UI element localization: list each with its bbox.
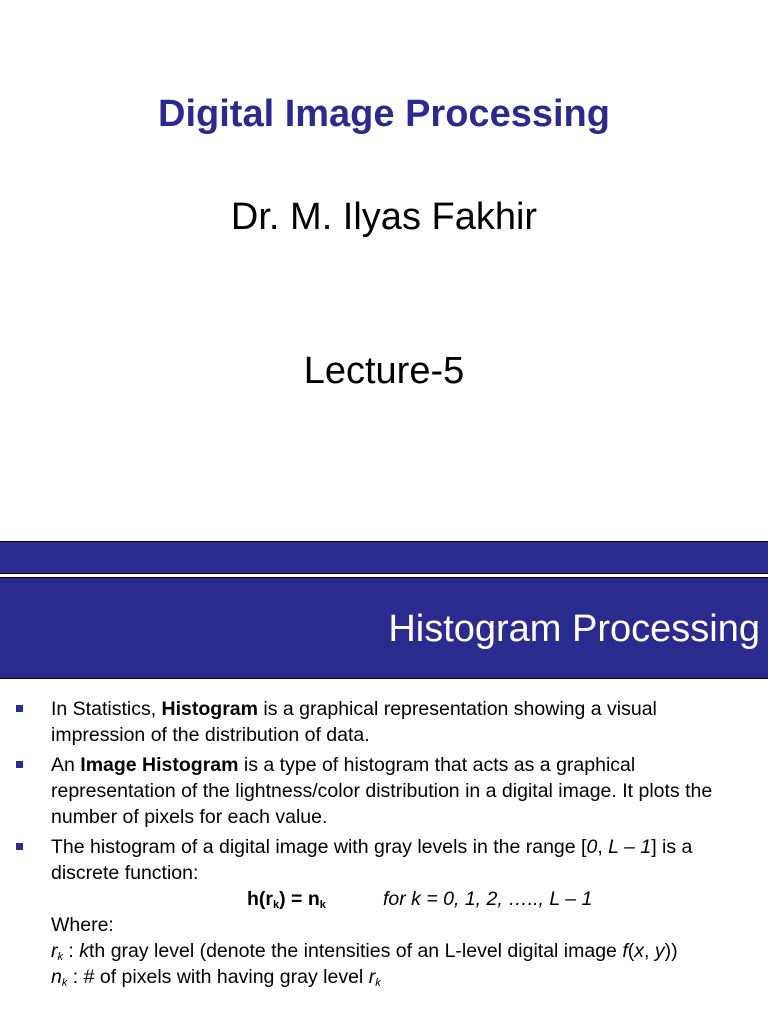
presentation-title: Digital Image Processing	[158, 93, 610, 135]
bullet-item-histogram: In Statistics, Histogram is a graphical representation showing a visual impression of the distribution of data.	[0, 696, 768, 748]
where-label: Where:	[51, 914, 114, 936]
square-bullet-icon	[16, 761, 23, 768]
slide-divider-bar	[0, 541, 768, 574]
histogram-formula	[0, 886, 768, 912]
bullet-item-discrete-function: The histogram of a digital image with gray levels in the range [0, L – 1] is a discrete function:	[0, 834, 768, 886]
square-bullet-icon	[16, 705, 23, 712]
formula-rhs: for k = 0, 1, 2, ….., L – 1	[383, 888, 593, 910]
slide-header	[0, 577, 768, 679]
square-bullet-icon	[16, 843, 23, 850]
bullet-item-image-histogram: An Image Histogram is a type of histogram that acts as a graphical representation of the lightness/color distribution in a digital image. It plots the number of pixels for each value.	[0, 752, 768, 830]
definition-nk: $n_k$ : # of pixels with having gray level $r_k$	[51, 966, 381, 989]
definition-rk: $r_k$ : kth gray level (denote the intensities of an L-level digital image f(x, y))	[51, 940, 678, 963]
author-name: Dr. M. Ilyas Fakhir	[230, 196, 538, 238]
slide-content	[0, 696, 768, 990]
slide-title: Histogram Processing	[388, 608, 760, 650]
lecture-number: Lecture-5	[303, 350, 465, 392]
formula-lhs: $h(r_k) = n_k$	[247, 888, 326, 911]
